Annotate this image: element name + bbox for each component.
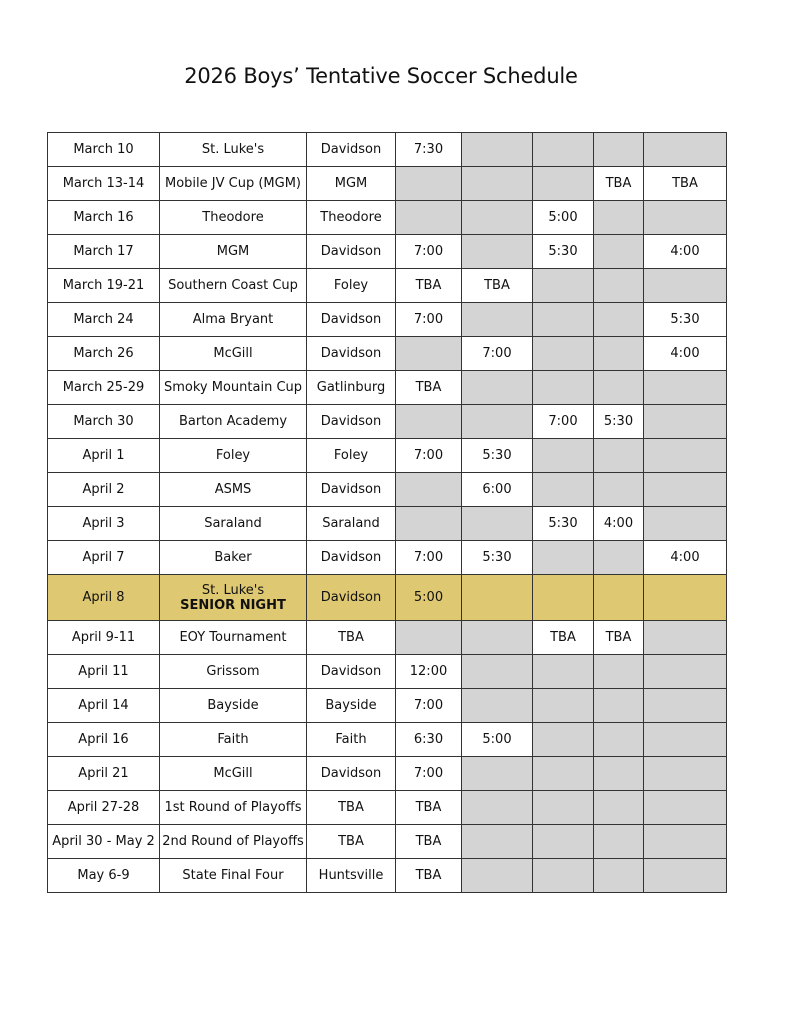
opponent-cell: [160, 541, 307, 575]
time-cell: [594, 757, 644, 791]
time-cell: [533, 575, 594, 621]
table-row: [48, 689, 727, 723]
date-cell: April 3: [48, 507, 160, 541]
table-row: [48, 167, 727, 201]
time-cell: 4:00: [594, 507, 644, 541]
time-cell: [462, 371, 533, 405]
time-cell: TBA: [594, 167, 644, 201]
opponent-cell: [160, 723, 307, 757]
page-title: 2026 Boys’ Tentative Soccer Schedule: [184, 64, 578, 88]
location-cell: Davidson: [307, 473, 396, 507]
opponent-name: McGill: [213, 766, 253, 781]
table-row: [48, 405, 727, 439]
table-row: [48, 757, 727, 791]
opponent-cell: [160, 269, 307, 303]
location-cell: MGM: [307, 167, 396, 201]
time-cell: [594, 575, 644, 621]
time-cell: 5:30: [462, 439, 533, 473]
time-cell: [644, 405, 727, 439]
time-cell: [644, 825, 727, 859]
time-cell: [533, 269, 594, 303]
time-cell: [396, 473, 462, 507]
time-cell: TBA: [396, 371, 462, 405]
time-cell: [462, 621, 533, 655]
time-cell: 7:00: [533, 405, 594, 439]
date-cell: April 1: [48, 439, 160, 473]
time-cell: [533, 439, 594, 473]
time-cell: 7:00: [396, 757, 462, 791]
time-cell: 7:00: [396, 235, 462, 269]
time-cell: TBA: [396, 859, 462, 893]
opponent-cell: [160, 859, 307, 893]
time-cell: [396, 201, 462, 235]
opponent-cell: [160, 133, 307, 167]
opponent-name: Southern Coast Cup: [168, 278, 298, 293]
opponent-cell: [160, 621, 307, 655]
location-cell: Davidson: [307, 235, 396, 269]
time-cell: [533, 167, 594, 201]
time-cell: [644, 621, 727, 655]
time-cell: TBA: [594, 621, 644, 655]
table-row: [48, 269, 727, 303]
time-cell: [594, 303, 644, 337]
location-cell: Faith: [307, 723, 396, 757]
date-cell: April 9-11: [48, 621, 160, 655]
date-cell: March 19-21: [48, 269, 160, 303]
date-cell: April 27-28: [48, 791, 160, 825]
time-cell: [533, 791, 594, 825]
time-cell: [462, 655, 533, 689]
time-cell: [533, 371, 594, 405]
time-cell: [462, 757, 533, 791]
date-cell: March 17: [48, 235, 160, 269]
opponent-cell: [160, 371, 307, 405]
opponent-cell: [160, 507, 307, 541]
opponent-cell: [160, 303, 307, 337]
date-cell: March 24: [48, 303, 160, 337]
time-cell: TBA: [644, 167, 727, 201]
opponent-name: MGM: [216, 244, 250, 259]
table-row: [48, 133, 727, 167]
time-cell: 7:00: [396, 439, 462, 473]
opponent-name: Alma Bryant: [192, 312, 274, 327]
time-cell: 7:00: [396, 541, 462, 575]
time-cell: 4:00: [644, 337, 727, 371]
opponent-name: Foley: [215, 448, 251, 463]
time-cell: [396, 621, 462, 655]
opponent-cell: [160, 825, 307, 859]
table-row: [48, 791, 727, 825]
opponent-cell: [160, 575, 307, 621]
time-cell: [462, 405, 533, 439]
time-cell: TBA: [462, 269, 533, 303]
date-cell: April 21: [48, 757, 160, 791]
opponent-name: Grissom: [206, 664, 260, 679]
time-cell: [594, 337, 644, 371]
time-cell: [594, 473, 644, 507]
location-cell: TBA: [307, 621, 396, 655]
date-cell: April 14: [48, 689, 160, 723]
opponent-name: State Final Four: [182, 868, 284, 883]
time-cell: [644, 757, 727, 791]
schedule-table: [47, 132, 727, 893]
date-cell: March 13-14: [48, 167, 160, 201]
time-cell: [594, 371, 644, 405]
location-cell: Gatlinburg: [307, 371, 396, 405]
location-cell: Huntsville: [307, 859, 396, 893]
time-cell: [533, 133, 594, 167]
time-cell: [594, 201, 644, 235]
opponent-name: Faith: [217, 732, 249, 747]
time-cell: 7:00: [396, 689, 462, 723]
time-cell: [533, 859, 594, 893]
date-cell: March 10: [48, 133, 160, 167]
opponent-cell: [160, 473, 307, 507]
table-row: [48, 541, 727, 575]
opponent-name: Baker: [214, 550, 252, 565]
time-cell: [644, 723, 727, 757]
table-row: [48, 201, 727, 235]
time-cell: [594, 655, 644, 689]
location-cell: TBA: [307, 825, 396, 859]
date-cell: April 30 - May 2: [48, 825, 160, 859]
date-cell: March 26: [48, 337, 160, 371]
time-cell: [396, 405, 462, 439]
table-row: [48, 507, 727, 541]
time-cell: 5:00: [462, 723, 533, 757]
time-cell: [533, 825, 594, 859]
location-cell: Davidson: [307, 575, 396, 621]
location-cell: Davidson: [307, 655, 396, 689]
opponent-cell: [160, 689, 307, 723]
time-cell: TBA: [533, 621, 594, 655]
opponent-cell: [160, 235, 307, 269]
time-cell: [396, 167, 462, 201]
time-cell: [644, 689, 727, 723]
time-cell: [644, 133, 727, 167]
time-cell: [594, 825, 644, 859]
time-cell: [533, 757, 594, 791]
opponent-name: Bayside: [207, 698, 259, 713]
opponent-cell: [160, 201, 307, 235]
opponent-cell: [160, 757, 307, 791]
time-cell: [533, 303, 594, 337]
location-cell: Theodore: [307, 201, 396, 235]
time-cell: [533, 337, 594, 371]
time-cell: 6:00: [462, 473, 533, 507]
table-row: [48, 621, 727, 655]
time-cell: [462, 825, 533, 859]
time-cell: [462, 575, 533, 621]
time-cell: [644, 655, 727, 689]
opponent-name: Saraland: [204, 516, 262, 531]
location-cell: Saraland: [307, 507, 396, 541]
time-cell: [462, 507, 533, 541]
time-cell: [644, 859, 727, 893]
time-cell: 5:00: [533, 201, 594, 235]
table-row: [48, 723, 727, 757]
time-cell: 4:00: [644, 541, 727, 575]
time-cell: 5:30: [594, 405, 644, 439]
location-cell: Foley: [307, 439, 396, 473]
time-cell: [594, 269, 644, 303]
table-row: [48, 235, 727, 269]
opponent-cell: [160, 655, 307, 689]
time-cell: [533, 473, 594, 507]
date-cell: April 8: [48, 575, 160, 621]
time-cell: [462, 303, 533, 337]
location-cell: Davidson: [307, 303, 396, 337]
time-cell: [533, 655, 594, 689]
time-cell: [396, 507, 462, 541]
time-cell: [644, 791, 727, 825]
table-row: [48, 337, 727, 371]
time-cell: [594, 689, 644, 723]
time-cell: [533, 541, 594, 575]
time-cell: 4:00: [644, 235, 727, 269]
location-cell: Davidson: [307, 133, 396, 167]
location-cell: Bayside: [307, 689, 396, 723]
time-cell: [644, 371, 727, 405]
time-cell: 5:30: [644, 303, 727, 337]
time-cell: [594, 235, 644, 269]
time-cell: [462, 167, 533, 201]
table-row: [48, 439, 727, 473]
time-cell: [533, 689, 594, 723]
time-cell: TBA: [396, 269, 462, 303]
senior-night-label: SENIOR NIGHT: [180, 597, 286, 613]
table-row-highlighted: [48, 575, 727, 621]
location-cell: Davidson: [307, 405, 396, 439]
time-cell: [594, 723, 644, 757]
time-cell: [462, 689, 533, 723]
time-cell: [644, 473, 727, 507]
opponent-cell: [160, 791, 307, 825]
time-cell: [462, 201, 533, 235]
time-cell: [533, 723, 594, 757]
time-cell: 12:00: [396, 655, 462, 689]
time-cell: 5:30: [462, 541, 533, 575]
location-cell: Davidson: [307, 541, 396, 575]
table-row: [48, 303, 727, 337]
opponent-name: Barton Academy: [178, 414, 288, 429]
date-cell: March 25-29: [48, 371, 160, 405]
time-cell: [594, 133, 644, 167]
time-cell: 5:00: [396, 575, 462, 621]
opponent-name: Smoky Mountain Cup: [163, 380, 303, 395]
opponent-name: ASMS: [214, 482, 252, 497]
time-cell: [462, 235, 533, 269]
table-row: [48, 825, 727, 859]
time-cell: [594, 859, 644, 893]
opponent-name: St. Luke's: [201, 142, 265, 157]
time-cell: [396, 337, 462, 371]
location-cell: Davidson: [307, 757, 396, 791]
opponent-name: Mobile JV Cup (MGM): [165, 176, 301, 191]
time-cell: [644, 201, 727, 235]
time-cell: 7:00: [462, 337, 533, 371]
table-row: [48, 655, 727, 689]
time-cell: TBA: [396, 791, 462, 825]
opponent-name: EOY Tournament: [179, 630, 287, 645]
opponent-cell: [160, 439, 307, 473]
location-cell: Davidson: [307, 337, 396, 371]
time-cell: [462, 791, 533, 825]
opponent-name: 1st Round of Playoffs: [164, 800, 302, 815]
time-cell: 7:30: [396, 133, 462, 167]
opponent-cell: [160, 405, 307, 439]
time-cell: TBA: [396, 825, 462, 859]
time-cell: [644, 269, 727, 303]
date-cell: April 7: [48, 541, 160, 575]
time-cell: 5:30: [533, 235, 594, 269]
date-cell: March 16: [48, 201, 160, 235]
date-cell: April 2: [48, 473, 160, 507]
time-cell: 6:30: [396, 723, 462, 757]
time-cell: 7:00: [396, 303, 462, 337]
opponent-name: McGill: [213, 346, 253, 361]
table-row: [48, 859, 727, 893]
table-row: [48, 473, 727, 507]
opponent-name: St. Luke's: [201, 582, 265, 598]
time-cell: [462, 133, 533, 167]
time-cell: 5:30: [533, 507, 594, 541]
opponent-cell: [160, 167, 307, 201]
time-cell: [644, 439, 727, 473]
time-cell: [462, 859, 533, 893]
opponent-name: Theodore: [202, 210, 264, 225]
date-cell: April 11: [48, 655, 160, 689]
date-cell: March 30: [48, 405, 160, 439]
time-cell: [594, 439, 644, 473]
location-cell: Foley: [307, 269, 396, 303]
time-cell: [594, 541, 644, 575]
time-cell: [644, 507, 727, 541]
date-cell: April 16: [48, 723, 160, 757]
time-cell: [594, 791, 644, 825]
opponent-cell: [160, 337, 307, 371]
location-cell: TBA: [307, 791, 396, 825]
opponent-name: 2nd Round of Playoffs: [162, 834, 304, 849]
table-row: [48, 371, 727, 405]
date-cell: May 6-9: [48, 859, 160, 893]
time-cell: [644, 575, 727, 621]
